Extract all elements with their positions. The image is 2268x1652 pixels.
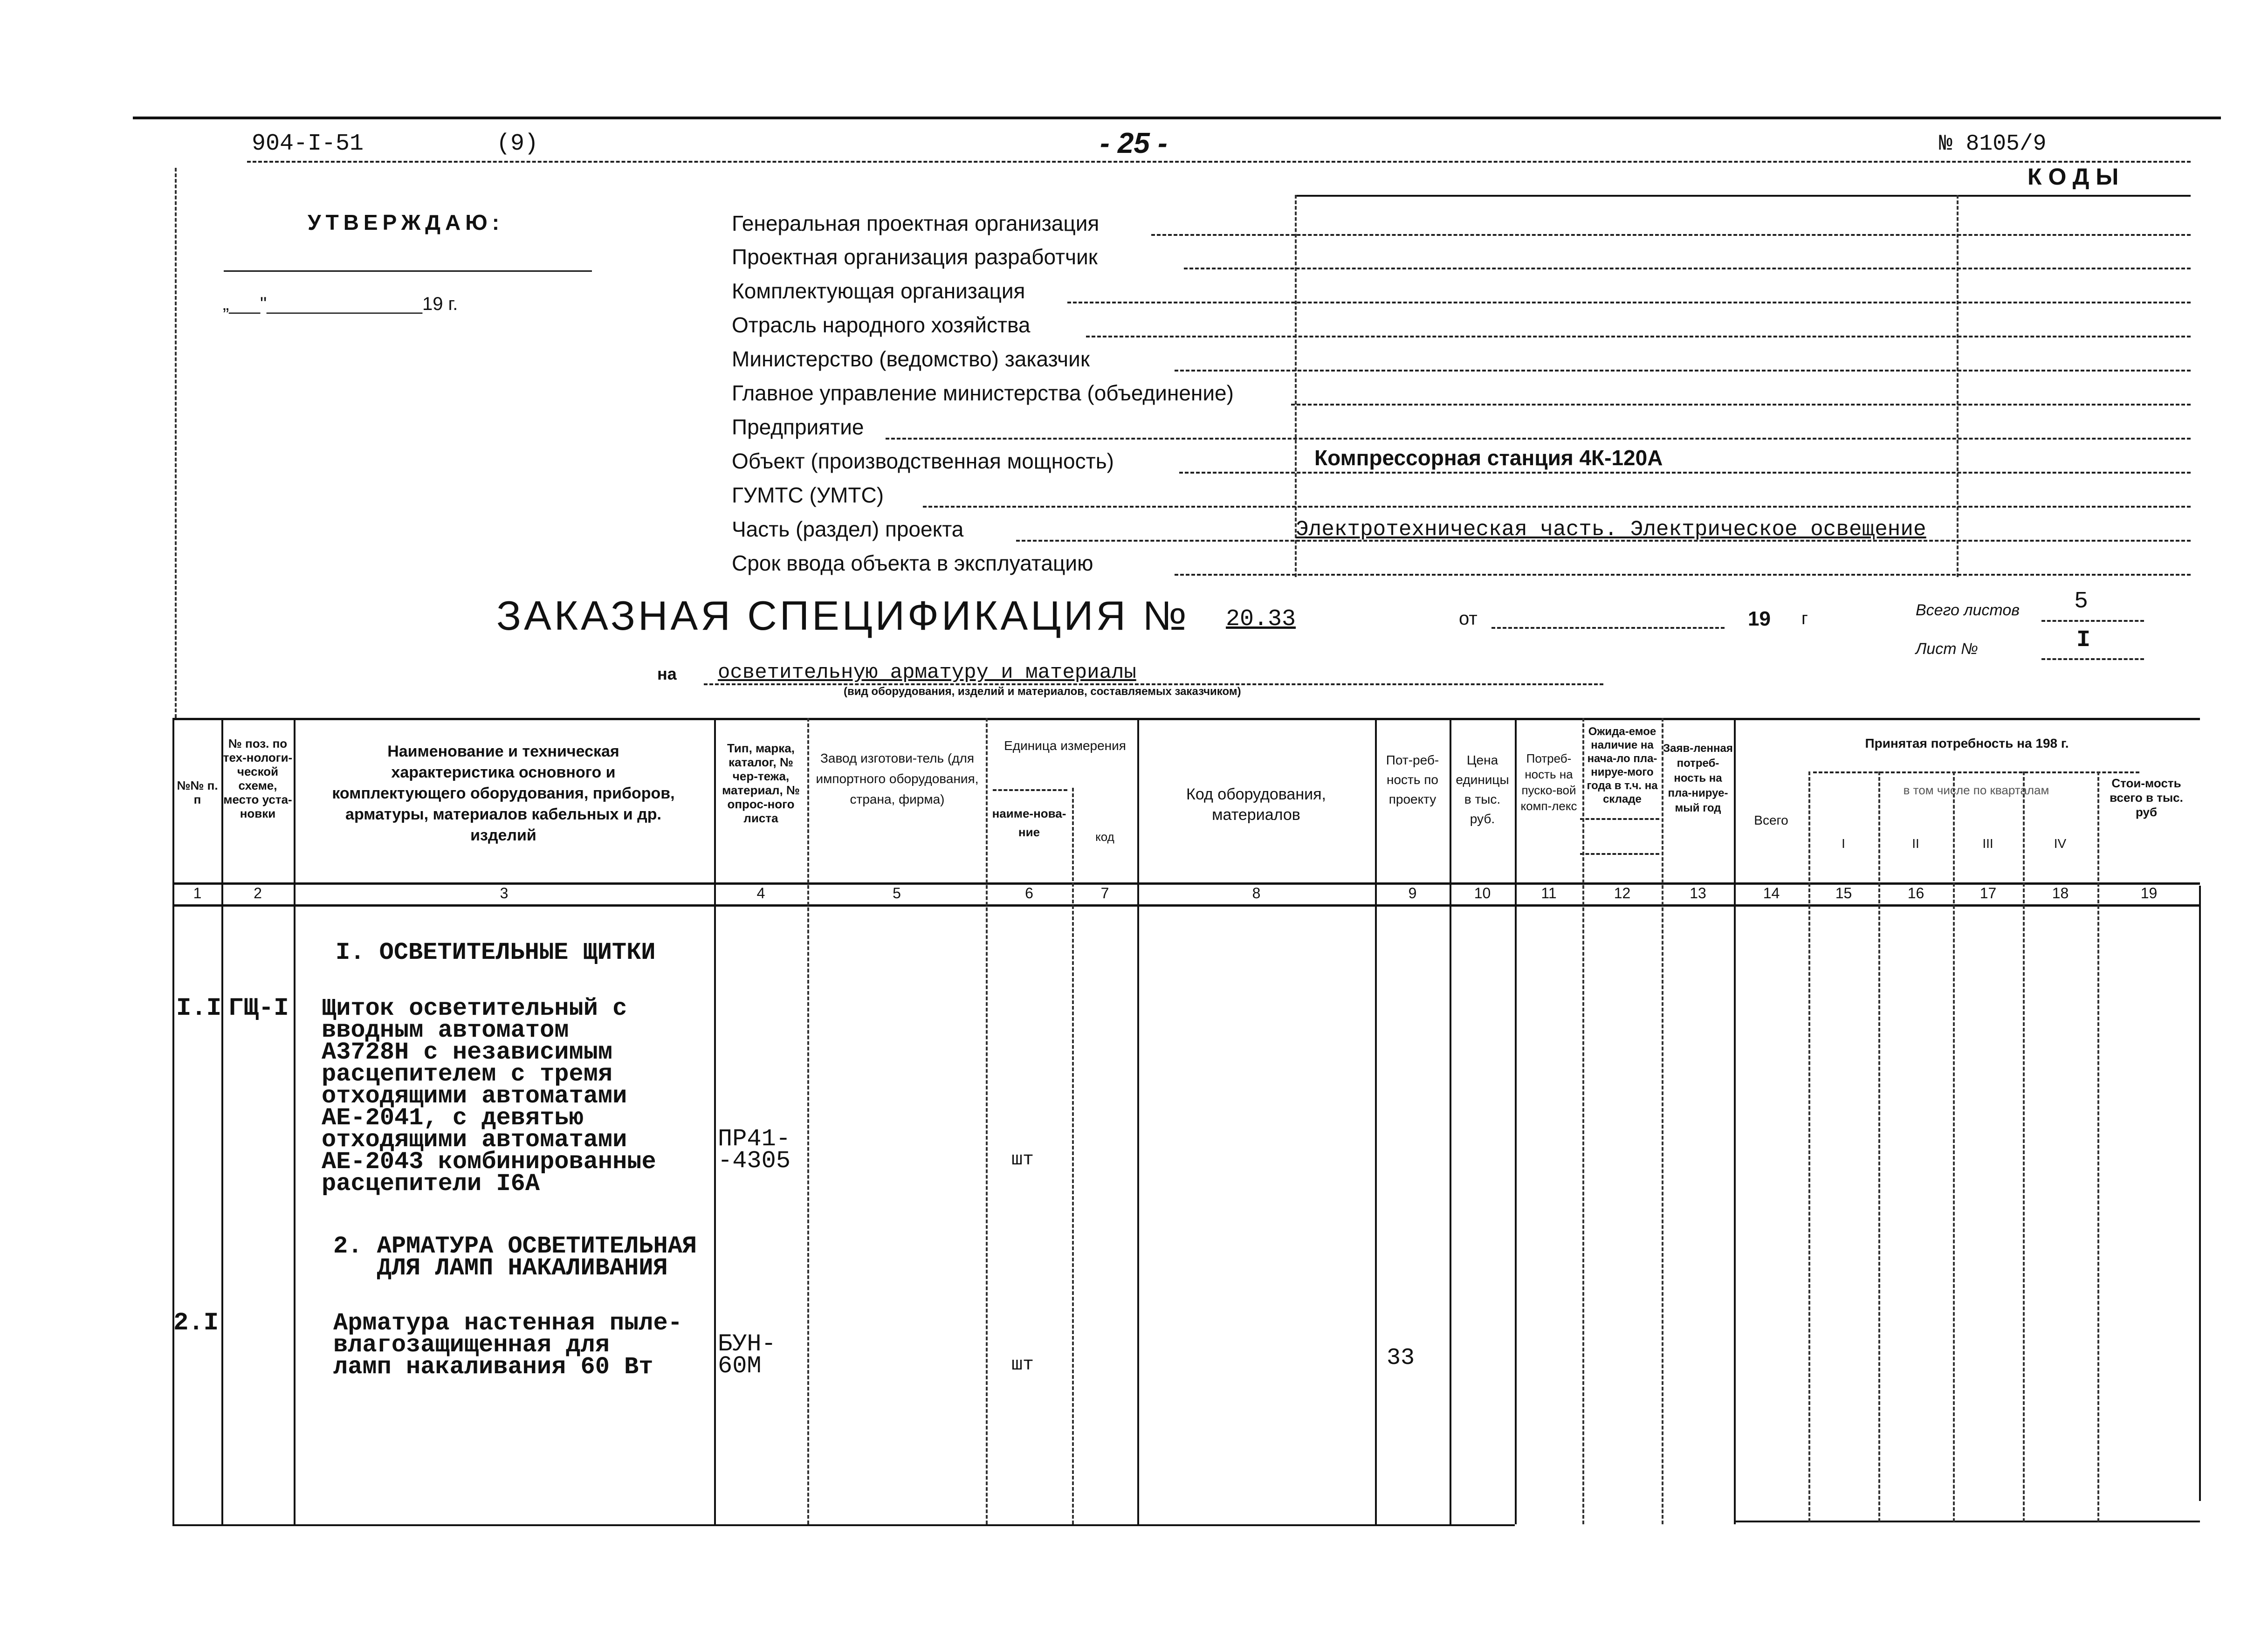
col-border-15: [1878, 771, 1880, 1522]
col-num-8: 8: [1252, 885, 1261, 902]
row-2-num: 2.I: [173, 1309, 219, 1337]
col-header-15: I: [1842, 836, 1845, 851]
field-line-ministry: [1175, 370, 2191, 372]
col-num-16: 16: [1907, 885, 1924, 902]
col-num-14: 14: [1763, 885, 1780, 902]
field-line-general-org: [1151, 234, 2191, 236]
year-suffix: г: [1801, 609, 1808, 628]
unit-group-header: Единица измерения: [1004, 738, 1126, 753]
col-num-19: 19: [2140, 885, 2158, 902]
sheet-number: I: [2076, 627, 2091, 654]
warehouse-subrule-2: [1580, 853, 1659, 855]
col-border-13: [1734, 718, 1736, 1524]
col-num-13: 13: [1690, 885, 1706, 902]
doc-variant: (9): [496, 131, 539, 157]
field-line-project-part: [1016, 540, 2191, 542]
col-header-6: наиме-нова-ние: [992, 806, 1066, 839]
warehouse-subrule: [1580, 818, 1659, 820]
col-header-11: Потреб-ность на пуско-вой комп-лекс: [1520, 751, 1577, 813]
field-label-object: Объект (производственная мощность): [732, 449, 1114, 473]
field-line-enterprise: [886, 438, 2191, 440]
col-num-11: 11: [1541, 885, 1557, 902]
field-line-supply-org: [1067, 302, 2191, 303]
col-num-7: 7: [1100, 885, 1109, 902]
col-border-17: [2023, 771, 2025, 1522]
sheet-number-line: [2041, 658, 2144, 660]
approval-title: УТВЕРЖДАЮ:: [308, 210, 504, 234]
total-sheets-line: [2041, 620, 2144, 622]
approval-signature-line: [224, 270, 592, 272]
col-header-17: III: [1982, 836, 1993, 851]
field-label-main-dept: Главное управление министерства (объединение): [732, 381, 1234, 405]
codes-label: КОДЫ: [2027, 164, 2125, 190]
field-label-project-part: Часть (раздел) проекта: [732, 517, 964, 541]
field-value-project-part: Электротехническая часть. Электрическое освещение: [1296, 517, 1926, 542]
col-border-7: [1137, 718, 1139, 1524]
col-border-4: [807, 718, 809, 1524]
top-rule: [133, 117, 2221, 119]
spec-title: ЗАКАЗНАЯ СПЕЦИФИКАЦИЯ №: [496, 592, 1189, 639]
total-sheets: 5: [2074, 588, 2089, 615]
col-border-11: [1582, 718, 1584, 1524]
page-number: - 25 -: [1100, 127, 1168, 159]
col-num-17: 17: [1979, 885, 1997, 902]
col-header-18: IV: [2054, 836, 2067, 851]
col-num-2: 2: [254, 885, 262, 902]
spec-number: 20.33: [1226, 606, 1296, 633]
col-header-7: код: [1095, 830, 1114, 844]
sheet-label: Лист №: [1916, 640, 1978, 658]
col-num-12: 12: [1614, 885, 1631, 902]
codes-mid-border: [1957, 195, 1959, 577]
col-border-2: [294, 718, 296, 1524]
col-border-1: [221, 718, 223, 1524]
col-header-13: Заяв-ленная потреб-ность на пла-нируе-мый год: [1663, 742, 1733, 814]
field-label-ministry: Министерство (ведомство) заказчик: [732, 347, 1090, 371]
row-2-name: Арматура настенная пыле- влагозащищенная для ламп накаливания 60 Вт: [333, 1309, 682, 1381]
col-header-4: Тип, марка, каталог, № чер-тежа, материал, № опрос-ного листа: [722, 741, 800, 825]
col-border-0: [172, 718, 174, 1524]
total-sheets-label: Всего листов: [1916, 601, 2020, 619]
table-bottom-rule-left: [172, 1524, 1515, 1526]
field-line-project-org: [1184, 268, 2191, 269]
col-num-3: 3: [500, 885, 509, 902]
col-num-5: 5: [893, 885, 901, 902]
accepted-sub-header: в том числе по кварталам: [1903, 783, 2049, 797]
col-header-8: Код оборудования, материалов: [1186, 785, 1326, 824]
field-line-main-dept: [1291, 404, 2191, 406]
approval-date-line: „___"_______________19 г.: [223, 294, 458, 314]
column-number-rule: [172, 904, 2200, 907]
row-1-type: ПР41- -4305: [718, 1125, 791, 1175]
table-bottom-rule-right: [1734, 1521, 2200, 1522]
doc-code: 904-I-51: [252, 131, 364, 157]
section-title-2: 2. АРМАТУРА ОСВЕТИТЕЛЬНАЯ ДЛЯ ЛАМП НАКАЛИВАНИЯ: [333, 1232, 697, 1282]
field-label-gumts: ГУМТС (УМТС): [732, 483, 884, 507]
col-border-8: [1375, 718, 1377, 1524]
row-1-num: I.I: [176, 994, 222, 1023]
table-top-rule: [172, 718, 2200, 720]
year-label: 19: [1748, 607, 1771, 630]
on-label: на: [657, 664, 677, 683]
col-num-4: 4: [756, 885, 765, 902]
col-header-5: Завод изготови-тель (для импортного оборудования, страна, фирма): [816, 751, 979, 806]
row-1-pos: ГЩ-I: [228, 994, 289, 1023]
col-header-1: №№ п. п: [177, 778, 218, 806]
unit-subheader-rule: [993, 789, 1067, 791]
spec-subject: осветительную арматуру и материалы: [718, 661, 1136, 684]
col-header-16: II: [1912, 836, 1919, 851]
col-border-12: [1662, 718, 1663, 1524]
quarter-subheader-rule: [1813, 771, 2139, 773]
row-1-name: Щиток осветительный с вводным автоматом А3728Н с независимым расцепителем с тремя отходящими автоматами АЕ-2041, с девятью отходящими автоматами АЕ-2043 комбинированные расцепители I6А: [322, 995, 656, 1198]
field-line-object: [1179, 472, 2191, 474]
col-border-18: [2097, 771, 2099, 1522]
accepted-group-header: Принятая потребность на 198 г.: [1865, 736, 2069, 750]
col-header-12: Ожида-емое наличие на нача-ло пла-нируе-мого года в т.ч. на складе: [1587, 725, 1658, 805]
col-header-14: Всего: [1754, 813, 1788, 827]
inventory-number: № 8105/9: [1939, 131, 2047, 157]
col-header-9: Пот-реб-ность по проекту: [1386, 753, 1439, 806]
field-label-commissioning: Срок ввода объекта в эксплуатацию: [732, 551, 1093, 575]
from-label: от: [1459, 608, 1478, 629]
field-label-supply-org: Комплектующая организация: [732, 279, 1025, 303]
col-border-10: [1515, 718, 1517, 1524]
row-2-type: БУН- 60М: [718, 1330, 776, 1380]
section-title-1: I. ОСВЕТИТЕЛЬНЫЕ ЩИТКИ: [336, 939, 656, 966]
field-label-project-org: Проектная организация разработчик: [732, 245, 1098, 269]
field-line-gumts: [923, 506, 2191, 508]
row-2-unit: шт: [1011, 1355, 1034, 1376]
field-line-commissioning: [1175, 574, 2191, 576]
col-header-10: Цена единицы в тыс. руб.: [1456, 753, 1509, 826]
subject-caption: (вид оборудования, изделий и материалов, составляемых заказчиком): [844, 685, 1241, 698]
codes-rule: [1296, 195, 2191, 197]
col-header-3: Наименование и техническая характеристика основного и комплектующего оборудования, приборов, арматуры, материалов кабельных и др. изделий: [332, 743, 675, 844]
col-num-9: 9: [1408, 885, 1417, 902]
field-label-enterprise: Предприятие: [732, 415, 864, 439]
col-border-9: [1450, 718, 1451, 1524]
field-line-industry: [1086, 336, 2191, 337]
top-left-border: [175, 168, 177, 718]
col-border-19: [2199, 886, 2201, 1501]
col-num-10: 10: [1474, 885, 1491, 902]
header-underline: [247, 161, 2191, 163]
col-num-15: 15: [1835, 885, 1852, 902]
field-value-object: Компрессорная станция 4К-120А: [1314, 446, 1663, 470]
col-header-2: № поз. по тех-нологи-ческой схеме, место уста-новки: [223, 737, 293, 820]
field-label-general-org: Генеральная проектная организация: [732, 211, 1100, 235]
row-1-unit: шт: [1011, 1150, 1034, 1170]
col-border-16: [1953, 771, 1955, 1522]
from-date-line: [1491, 627, 1725, 629]
col-border-3: [714, 718, 716, 1524]
field-label-industry: Отрасль народного хозяйства: [732, 313, 1031, 337]
row-2-qty: 33: [1387, 1345, 1415, 1371]
col-num-1: 1: [193, 885, 202, 902]
col-border-14: [1808, 771, 1810, 1522]
col-num-18: 18: [2052, 885, 2069, 902]
col-num-6: 6: [1025, 885, 1033, 902]
col-header-19: Стои-мость всего в тыс. руб: [2110, 776, 2183, 819]
